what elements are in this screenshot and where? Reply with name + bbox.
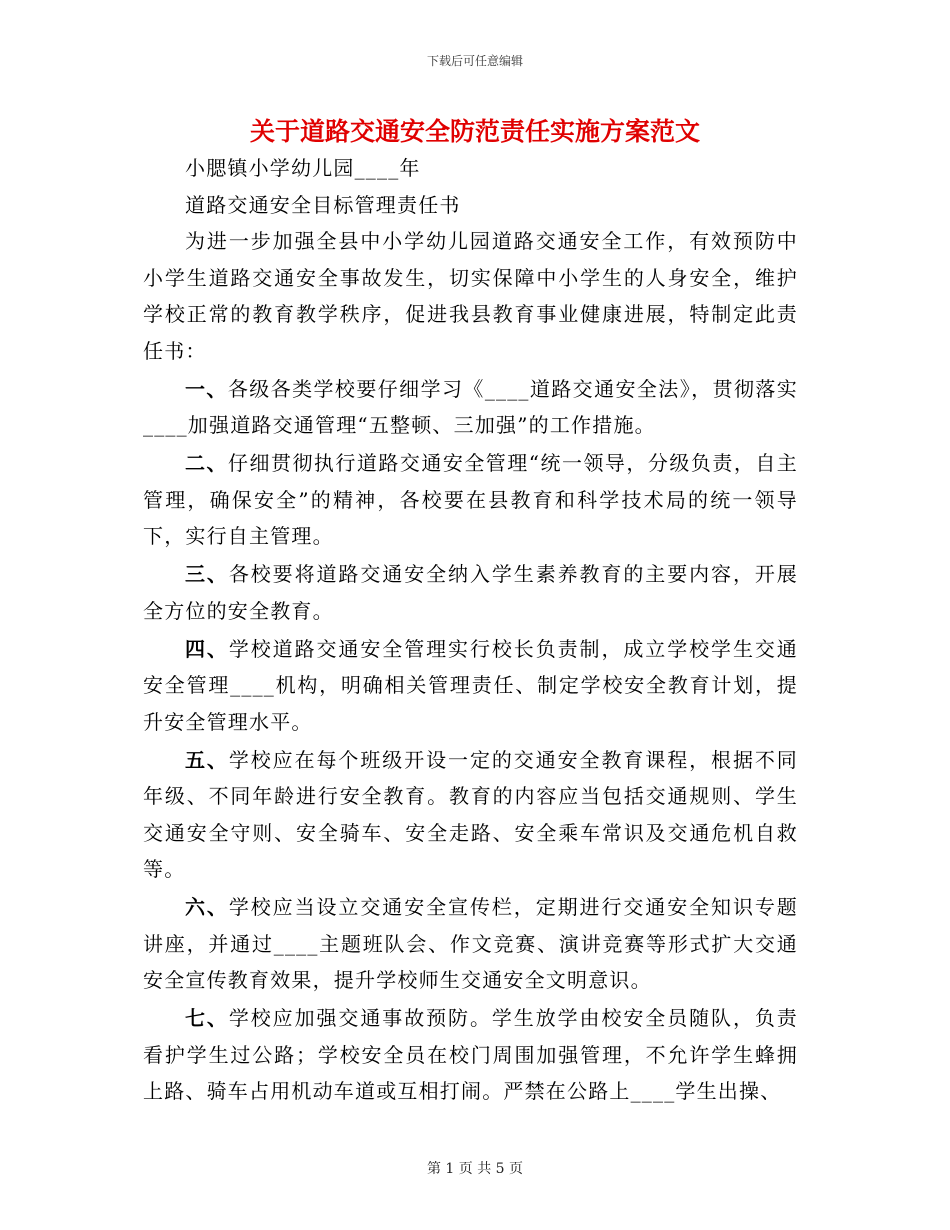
paragraph-preamble: 为进一步加强全县中小学幼儿园道路交通安全工作，有效预防中小学生道路交通安全事故发生，切实保障中小学生的人身安全，维护学校正常的教育教学秩序，促进我县教育事业健康进展，特制定此责任书： — [143, 229, 798, 363]
item-text: 各级各类学校要仔细学习《____道路交通安全法》，贯彻落实____加强道路交通管理“五整顿、三加强”的工作措施。 — [143, 376, 798, 437]
intro-line-school: 小腮镇小学幼儿园____年 — [185, 156, 421, 180]
item-text: 学校应加强交通事故预防。学生放学由校安全员随队，负责看护学生过公路；学校安全员在校门周围加强管理，不允许学生蜂拥上路、骑车占用机动车道或互相打闹。严禁在公路上____学生出操、 — [143, 1006, 798, 1103]
document-body — [143, 150, 798, 1110]
page-header: 下载后可任意编辑 — [426, 54, 523, 68]
paragraph-item-2 — [143, 445, 798, 555]
item-number: 四、 — [185, 636, 229, 661]
item-number: 二、 — [185, 451, 228, 475]
paragraph-item-5 — [143, 742, 798, 888]
intro-line-subtitle: 道路交通安全目标管理责任书 — [185, 192, 461, 217]
paragraph-item-4 — [143, 631, 798, 741]
item-number: 一、 — [185, 376, 228, 401]
document-title: 关于道路交通安全防范责任实施方案范文 — [249, 117, 700, 146]
item-text: 仔细贯彻执行道路交通安全管理“统一领导，分级负责，自主管理，确保安全”的精神，各校要在县教育和科学技术局的统一领导下，实行自主管理。 — [143, 451, 799, 548]
paragraph-item-1 — [143, 371, 798, 444]
item-number: 三、 — [185, 562, 229, 586]
item-number: 六、 — [185, 895, 229, 919]
page-footer: 第 1 页 共 5 页 — [426, 1161, 524, 1177]
item-number: 五、 — [185, 747, 229, 772]
paragraph-item-7 — [143, 1000, 798, 1110]
paragraph-item-3 — [143, 556, 798, 629]
item-number: 七、 — [185, 1006, 229, 1030]
item-text: 各校要将道路交通安全纳入学生素养教育的主要内容，开展全方位的安全教育。 — [143, 562, 798, 623]
item-text: 学校道路交通安全管理实行校长负责制，成立学校学生交通安全管理____机构，明确相关管理责任、制定学校安全教育计划，提升安全管理水平。 — [143, 636, 798, 734]
item-text: 学校应在每个班级开设一定的交通安全教育课程，根据不同年级、不同年龄进行安全教育。教育的内容应当包括交通规则、学生交通安全守则、安全骑车、安全走路、安全乘车常识及交通危机自救等。 — [143, 747, 798, 881]
paragraph-item-6 — [143, 889, 798, 999]
item-text: 学校应当设立交通安全宣传栏，定期进行交通安全知识专题讲座，并通过____主题班队会、作文竞赛、演讲竞赛等形式扩大交通安全宣传教育效果，提升学校师生交通安全文明意识。 — [143, 895, 798, 992]
